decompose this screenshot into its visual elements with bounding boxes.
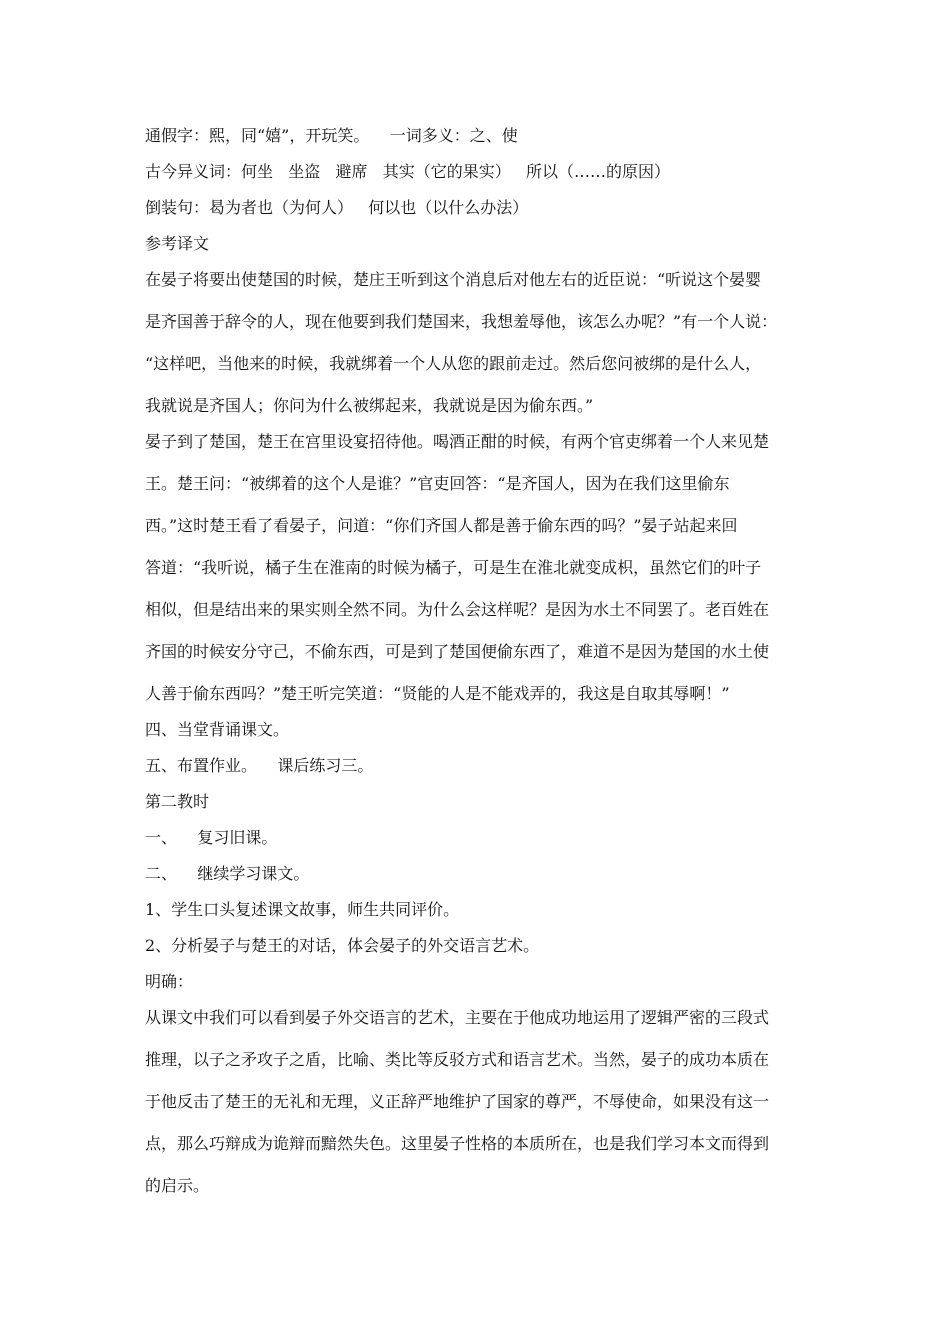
text-line: 2、分析晏子与楚王的对话，体会晏子的外交语言艺术。 <box>145 936 540 955</box>
text-line: 1、学生口头复述课文故事，师生共同评价。 <box>145 900 460 919</box>
text-line: 倒装句：曷为者也（为何人） 何以也（以什么办法） <box>145 198 529 217</box>
text-line: 通假字：熙，同“嬉”，开玩笑。 一词多义：之、使 <box>145 126 518 145</box>
text-line: 明确： <box>145 972 194 991</box>
text-line: 是齐国善于辞令的人，现在他要到我们楚国来，我想羞辱他，该怎么办呢？”有一个人说： <box>145 312 778 331</box>
text-line: 我就说是齐国人；你问为什么被绑起来，我就说是因为偷东西。” <box>145 396 594 415</box>
text-line: 答道：“我听说，橘子生在淮南的时候为橘子，可是生在淮北就变成枳，虽然它们的叶子 <box>145 558 762 577</box>
text-line: 四、当堂背诵课文。 <box>145 720 290 739</box>
section-heading: 参考译文 <box>145 234 210 253</box>
text-line: 齐国的时候安分守己，不偷东西，可是到了楚国便偷东西了，难道不是因为楚国的水土使 <box>145 642 770 661</box>
text-line: 推理，以子之矛攻子之盾，比喻、类比等反驳方式和语言艺术。当然，晏子的成功本质在 <box>145 1050 770 1069</box>
text-line: 一、 复习旧课。 <box>145 828 278 847</box>
text-line: 古今异义词：何坐 坐盗 避席 其实（它的果实） 所以（……的原因） <box>145 162 671 181</box>
text-line: 在晏子将要出使楚国的时候，楚庄王听到这个消息后对他左右的近臣说：“听说这个晏婴 <box>145 270 762 289</box>
text-line: 王。楚王问：“被绑着的这个人是谁？”官吏回答：“是齐国人，因为在我们这里偷东 <box>145 474 730 493</box>
text-line: 二、 继续学习课文。 <box>145 864 310 883</box>
text-line: 人善于偷东西吗？”楚王听完笑道：“贤能的人是不能戏弄的，我这是自取其辱啊！” <box>145 684 730 703</box>
text-line: 晏子到了楚国，楚王在宫里设宴招待他。喝酒正酣的时候，有两个官吏绑着一个人来见楚 <box>145 432 770 451</box>
text-line: 的启示。 <box>145 1176 210 1195</box>
text-line: 五、布置作业。 课后练习三。 <box>145 756 374 775</box>
text-line: 从课文中我们可以看到晏子外交语言的艺术，主要在于他成功地运用了逻辑严密的三段式 <box>145 1008 770 1027</box>
text-line: 于他反击了楚王的无礼和无理，义正辞严地维护了国家的尊严，不辱使命，如果没有这一 <box>145 1092 770 1111</box>
text-line: “这样吧，当他来的时候，我就绑着一个人从您的跟前走过。然后您问被绑的是什么人， <box>145 354 762 373</box>
section-heading: 第二教时 <box>145 792 210 811</box>
text-line: 点，那么巧辩成为诡辩而黯然失色。这里晏子性格的本质所在，也是我们学习本文而得到 <box>145 1134 770 1153</box>
text-line: 西。”这时楚王看了看晏子，问道：“你们齐国人都是善于偷东西的吗？”晏子站起来回 <box>145 516 738 535</box>
text-line: 相似，但是结出来的果实则全然不同。为什么会这样呢？是因为水土不同罢了。老百姓在 <box>145 600 770 619</box>
